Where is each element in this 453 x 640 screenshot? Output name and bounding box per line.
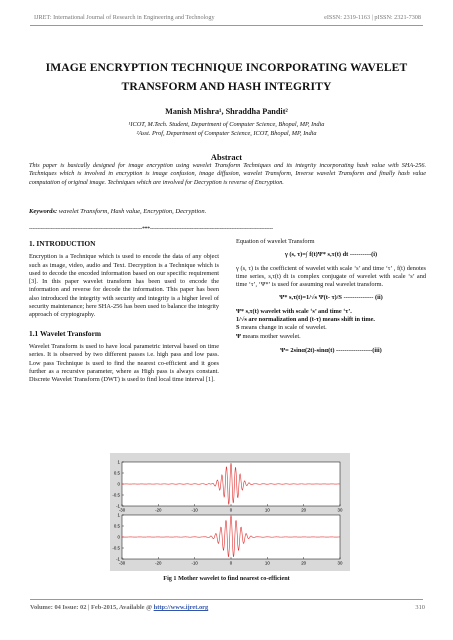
x-tick-label: 30	[337, 560, 343, 566]
wavelet-figure	[110, 453, 350, 571]
x-tick-label: -30	[118, 560, 126, 566]
authors: Manish Mishra¹, Shraddha Pandit²	[165, 107, 288, 116]
affiliation-2: ²Asst. Prof, Department of Computer Science, ICOT, Bhopal, MP, India	[136, 130, 317, 137]
right-column	[236, 238, 426, 355]
figure-caption: Fig 1 Mother wavelet to find nearest co-efficient	[163, 575, 290, 582]
x-tick-label: 0	[229, 507, 233, 513]
y-tick-label: 1	[117, 512, 120, 518]
keywords-text: wavelet Transform, Hash value, Encryption, Decryption.	[58, 208, 207, 215]
equation-heading: Equation of wavelet Transform	[236, 238, 315, 245]
y-tick-label: 0	[117, 481, 120, 487]
y-tick-label: 1	[117, 459, 120, 465]
equation-3: Ψ= 2sinα(2t)-sinα(t) -----------------(iii)	[280, 346, 382, 354]
x-tick-label: 10	[264, 560, 270, 566]
y-tick-label: -0.5	[112, 492, 120, 498]
definition-2: 1/√s are normalization and (t-τ) means shift in time.	[236, 316, 375, 324]
journal-name: IJRET: International Journal of Research in Engineering and Technology	[34, 14, 215, 21]
definition-3-symbol: S	[236, 324, 240, 332]
title-line-1: IMAGE ENCRYPTION TECHNIQUE INCORPORATING WAVELET	[45, 61, 408, 74]
keywords	[29, 208, 426, 215]
x-tick-label: 20	[301, 507, 307, 513]
y-tick-label: -1	[116, 503, 120, 509]
equation-2: Ψ* s,τ(t)=1/√s Ψ(t- τ)/S -------------- (ii)	[279, 294, 383, 302]
y-tick-label: 0	[117, 534, 120, 540]
y-tick-label: -0.5	[112, 545, 120, 551]
abstract-heading: Abstract	[210, 153, 243, 162]
footer-rule	[30, 599, 423, 600]
section-introduction: 1. INTRODUCTION	[29, 239, 96, 248]
footer-volume: Volume: 04 Issue: 02 | Feb-2015, Available @	[30, 604, 154, 611]
x-tick-label: -10	[191, 507, 198, 513]
x-tick-label: -20	[155, 560, 162, 566]
intro-paragraph: Encryption is a Technique which is used to encode the data of any object such as image, video, audio and Text. Decryption is a Technique which is used to decode the encoded information based on our specific requirement [3]. In this paper wavelet transform has been used to encode the information and reverse for decode the information. This paper has been also introduced the integrity with security and integrity is a higher level of security maintenance; here SHA-256 has been used to balance the integrity approach of cryptography.	[29, 253, 219, 319]
header-rule	[30, 25, 423, 26]
footer-link[interactable]: http://www.ijret.org	[153, 604, 209, 611]
y-tick-label: 0.5	[113, 523, 120, 529]
x-tick-label: 30	[337, 507, 343, 513]
x-tick-label: 20	[301, 560, 307, 566]
section-wavelet-transform: 1.1 Wavelet Transform	[29, 328, 102, 338]
left-column	[29, 240, 219, 384]
y-tick-label: 0.5	[113, 470, 120, 476]
title-line-2: TRANSFORM AND HASH INTEGRITY	[121, 80, 332, 93]
wavelet-paragraph: Wavelet Transform is used to have local parametric interval based on time series. It is observed by two different passes i.e. high pass and low pass. Low pass Technique is used to find the nearest co-efficient and it goes further as a recursive parameter, where as High pass is always constant. Discrete Wavelet Transform (DWT) is used to find local time interval [1].	[29, 342, 219, 384]
equation-explanation: γ (s, τ) is the coefficient of wavelet with scale ‘s’ and time ‘τ’ , f(t) denotes time series, s,τ(t) dt is complex conjugate of wavelet with scale ‘s’ and time ‘τ’, ‘Ψ*’ is used for assuming real wavelet transform.	[236, 264, 426, 289]
definition-4	[236, 333, 426, 341]
definition-4-text: means mother wavelet.	[240, 332, 301, 340]
x-tick-label: -30	[118, 507, 126, 513]
affiliation-1: ¹ICOT, M.Tech. Student, Department of Computer Science, Bhopal, MP, India	[128, 121, 325, 128]
equation-1: γ (s, τ)=∫ f(t)Ψ* s,τ(t) dt ----------(i)	[284, 251, 378, 259]
x-tick-label: 0	[229, 560, 233, 566]
definition-3-text: means change in scale of wavelet.	[239, 324, 327, 332]
paper-title	[20, 58, 433, 96]
definition-4-symbol: Ψ	[236, 332, 241, 340]
issn: eISSN: 2319-1163 | pISSN: 2321-7308	[324, 14, 421, 21]
keywords-label: Keywords:	[29, 208, 58, 215]
x-tick-label: -10	[191, 560, 198, 566]
definition-1: Ψ* s,τ(t) wavelet with scale ‘s’ and time ‘τ’.	[236, 307, 352, 315]
abstract-text: This paper is basically designed for image encryption using wavelet Transform Techniques and its integrity incorporating hash value with SHA-256. Techniques which is involved in encryption is image confusion, image diffusion, wavelet Transform, Inverse wavelet Transform and finally hash value computation of original image. Techniques which are involved for Decryption is reverse of Encryption.	[29, 162, 426, 186]
separator: --------------------------------------------------------------------***--------------------------------------------------------------------------	[29, 226, 273, 232]
page-number: 310	[415, 604, 425, 611]
x-tick-label: 10	[264, 507, 270, 513]
y-tick-label: -1	[116, 556, 120, 562]
definition-3	[236, 324, 426, 332]
x-tick-label: -20	[155, 507, 162, 513]
footer	[30, 604, 425, 611]
